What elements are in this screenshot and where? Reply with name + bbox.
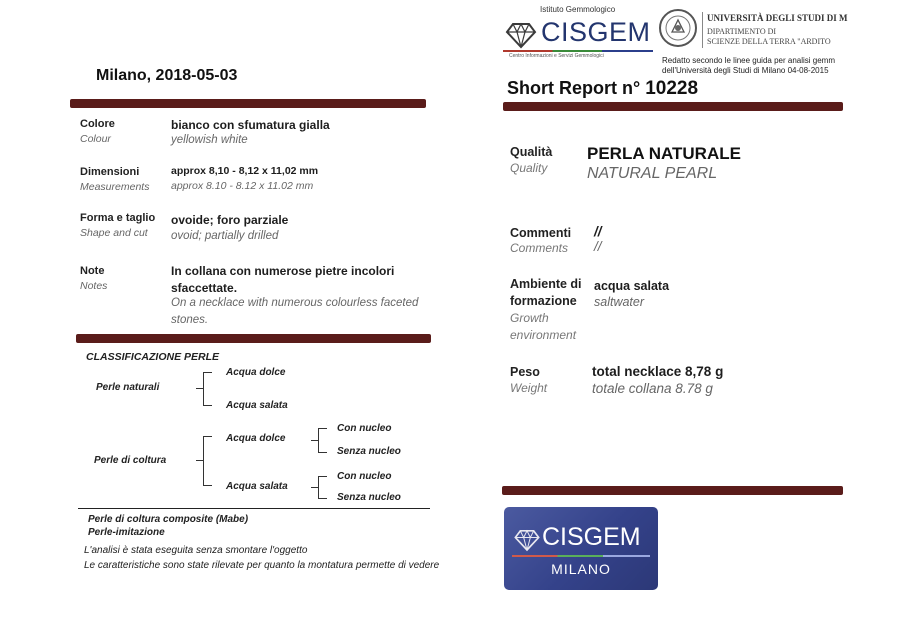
comments-label-en: Comments xyxy=(510,241,569,255)
field-label: Dimensioni xyxy=(80,166,140,178)
weight-value: total necklace 8,78 g xyxy=(592,364,724,379)
quality-value-en: NATURAL PEARL xyxy=(587,165,718,182)
tree-fresh-with-nucleus: Con nucleo xyxy=(337,423,392,434)
seal-divider xyxy=(702,12,703,48)
tree-natural: Perle naturali xyxy=(96,382,160,393)
brace-tick xyxy=(196,388,203,389)
guideline-note-2: dell'Università degli Studi di Milano 04-08-2015 xyxy=(662,66,829,75)
logo-text: CISGEM xyxy=(541,17,651,47)
report-title xyxy=(507,78,698,100)
tree-natural-fresh: Acqua dolce xyxy=(226,367,286,378)
tree-salt-without-nucleus: Senza nucleo xyxy=(337,492,401,503)
environment-label-en-1: Growth xyxy=(510,311,549,325)
badge-logo-text: CISGEM xyxy=(542,523,641,551)
field-value: In collana con numerose pietre incolori xyxy=(171,264,395,278)
guideline-note-1: Redatto secondo le linee guida per analisi gemm xyxy=(662,56,835,65)
weight-label-en: Weight xyxy=(510,381,548,395)
environment-value: acqua salata xyxy=(594,279,670,293)
brace-tick xyxy=(311,440,318,441)
field-label-en: Shape and cut xyxy=(80,227,148,239)
report-title-prefix: Short Report n° xyxy=(507,78,641,98)
badge-underline xyxy=(512,555,650,557)
badge-city: MILANO xyxy=(551,561,611,577)
university-name: UNIVERSITÀ DEGLI STUDI DI M xyxy=(707,13,848,23)
department-line2: SCIENZE DELLA TERRA "ARDITO xyxy=(707,37,831,46)
cisgem-badge xyxy=(504,507,658,590)
tree-natural-salt: Acqua salata xyxy=(226,400,288,411)
field-label-en: Measurements xyxy=(80,181,150,193)
divider-mid-left xyxy=(76,334,431,343)
divider-top-right xyxy=(503,102,843,111)
field-label-en: Notes xyxy=(80,280,108,292)
comments-value-en: // xyxy=(594,239,602,254)
footer-note-2: Le caratteristiche sono state rilevate per quanto la montatura permette di vedere xyxy=(84,560,440,571)
quality-label: Qualità xyxy=(510,145,553,159)
composite-pearls: Perle di coltura composite (Mabe) xyxy=(88,514,249,525)
environment-label-en-2: environment xyxy=(510,328,577,342)
brace-tick xyxy=(311,487,318,488)
field-label: Forma e taglio xyxy=(80,212,156,224)
field-value: approx 8,10 - 8,12 x 11,02 mm xyxy=(171,165,319,177)
weight-value-en: totale collana 8.78 g xyxy=(592,381,713,396)
cisgem-logo xyxy=(503,15,653,57)
environment-label-2: formazione xyxy=(510,294,577,308)
field-value-en: approx 8.10 - 8.12 x 11.02 mm xyxy=(171,180,314,192)
field-label: Note xyxy=(80,265,105,277)
tree-cultured-fresh: Acqua dolce xyxy=(226,433,286,444)
field-label: Colore xyxy=(80,118,115,130)
field-value-en: On a necklace with numerous colourless faceted xyxy=(171,297,419,309)
comments-label: Commenti xyxy=(510,226,572,240)
brace-salt-nucleus xyxy=(318,476,327,499)
environment-label-1: Ambiente di xyxy=(510,277,582,291)
classification-title: CLASSIFICAZIONE PERLE xyxy=(86,351,220,363)
tree-fresh-without-nucleus: Senza nucleo xyxy=(337,446,401,457)
field-value: sfaccettate. xyxy=(171,281,238,295)
department-line1: DIPARTIMENTO DI xyxy=(707,27,777,36)
quality-value: PERLA NATURALE xyxy=(587,144,741,163)
tree-salt-with-nucleus: Con nucleo xyxy=(337,471,392,482)
gem-icon xyxy=(503,20,539,50)
gem-icon xyxy=(512,527,542,553)
logo-underline xyxy=(503,50,653,52)
divider-bottom-right xyxy=(502,486,843,495)
footer-note-1: L'analisi è stata eseguita senza smontare l'oggetto xyxy=(84,545,308,556)
quality-label-en: Quality xyxy=(510,161,548,175)
logo-subtitle: Centro Informazioni e Servizi Gemmologici xyxy=(509,53,604,59)
seal-icon xyxy=(658,8,698,48)
brace-fresh-nucleus xyxy=(318,428,327,453)
comments-value: // xyxy=(594,224,602,239)
field-value: ovoide; foro parziale xyxy=(171,213,289,227)
field-value-en: yellowish white xyxy=(171,134,248,146)
university-seal xyxy=(658,8,698,48)
tree-cultured: Perle di coltura xyxy=(94,455,167,466)
environment-value-en: saltwater xyxy=(594,295,645,309)
brace-cultured xyxy=(203,436,212,486)
brace-tick xyxy=(196,460,203,461)
divider-top-left xyxy=(70,99,426,108)
istituto-label: Istituto Gemmologico xyxy=(540,5,616,14)
field-label-en: Colour xyxy=(80,133,111,145)
report-date: Milano, 2018-05-03 xyxy=(96,67,238,84)
field-value-en: stones. xyxy=(171,314,209,326)
field-value: bianco con sfumatura gialla xyxy=(171,118,330,132)
divider-thin xyxy=(78,508,430,509)
imitation-pearls: Perle-imitazione xyxy=(88,527,165,538)
tree-cultured-salt: Acqua salata xyxy=(226,481,288,492)
weight-label: Peso xyxy=(510,365,540,379)
field-value-en: ovoid; partially drilled xyxy=(171,230,279,242)
report-number: 10228 xyxy=(645,78,699,99)
brace-natural xyxy=(203,372,212,406)
